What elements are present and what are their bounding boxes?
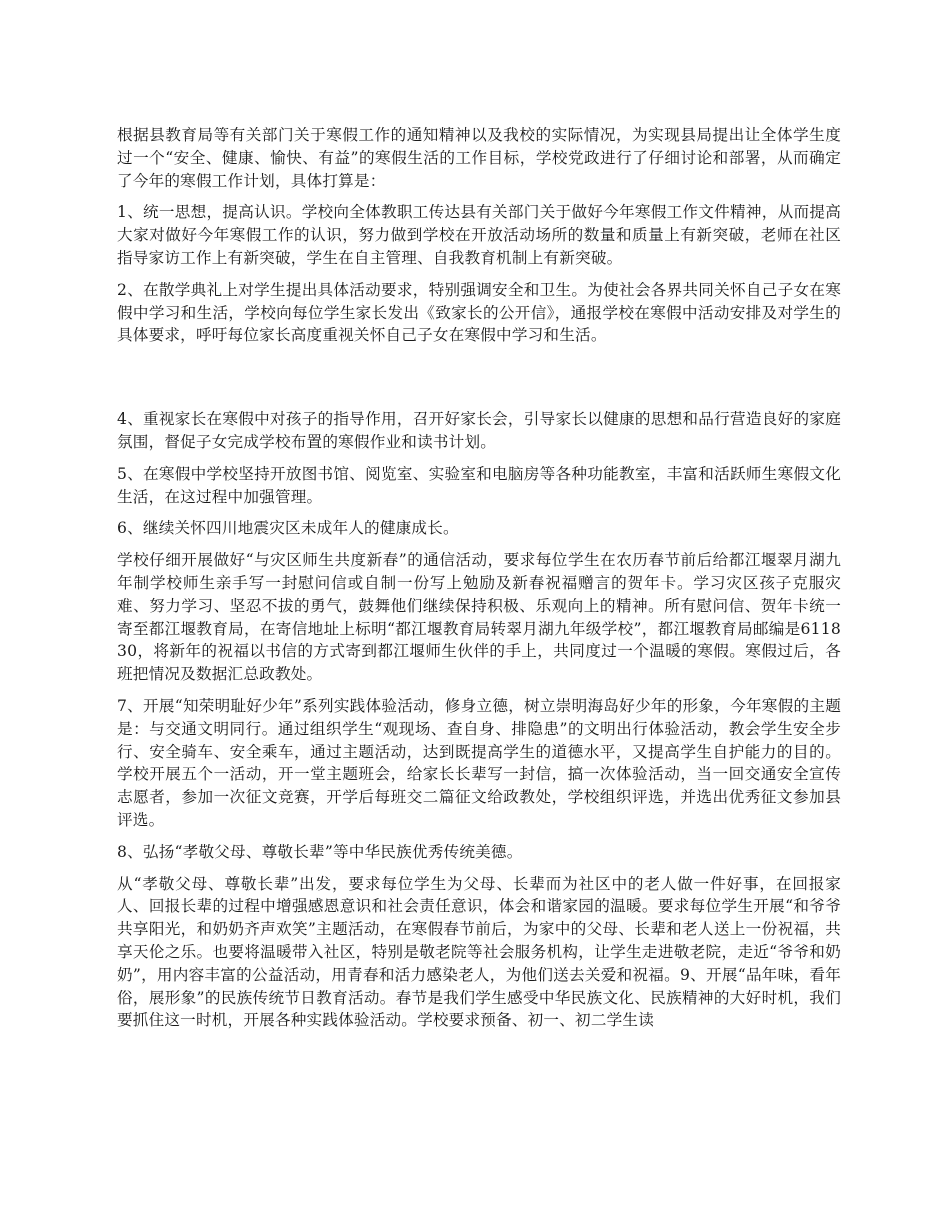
paragraph-item-6-detail: 学校仔细开展做好“与灾区师生共度新春”的通信活动，要求每位学生在农历春节前后给都江堰翠月湖九年制学校师生亲手写一封慰问信或自制一份写上勉励及新春祝福赠言的贺年卡。学习灾区孩子克服灾难、努力学习、坚忍不拔的勇气，鼓舞他们继续保持积极、乐观向上的精神。所有慰问信、贺年卡统一寄至都江堰教育局，在寄信地址上标明“都江堰教育局转翠月湖九年级学校”，都江堰教育局邮编是611830，将新年的祝福以书信的方式寄到都江堰师生伙伴的手上，共同度过一个温暖的寒假。寒假过后，各班把情况及数据汇总政教处。: [117, 551, 841, 684]
paragraph-item-8-detail: 从“孝敬父母、尊敬长辈”出发，要求每位学生为父母、长辈而为社区中的老人做一件好事，在回报家人、回报长辈的过程中增强感恩意识和社会责任意识，体会和谐家园的温暖。要求每位学生开展“和爷爷共享阳光，和奶奶齐声欢笑”主题活动，在寒假春节前后，为家中的父母、长辈和老人送上一份祝福，共享天伦之乐。也要将温暖带入社区，特别是敬老院等社会服务机构，让学生走进敬老院，走近“爷爷和奶奶”，用内容丰富的公益活动，用青春和活力感染老人，为他们送去关爱和祝福。9、开展“品年味，看年俗，展形象”的民族传统节日教育活动。春节是我们学生感受中华民族文化、民族精神的大好时机，我们要抓住这一时机，开展各种实践体验活动。学校要求预备、初一、初二学生读: [117, 874, 841, 1030]
paragraph-item-6: 6、继续关怀四川地震灾区未成年人的健康成长。: [117, 519, 459, 538]
paragraph-item-2: 2、在散学典礼上对学生提出具体活动要求，特别强调安全和卫生。为使社会各界共同关怀自己子女在寒假中学习和生活，学校向每位学生家长发出《致家长的公开信》，通报学校在寒假中活动安排及对学生的具体要求，呼吁每位家长高度重视关怀自己子女在寒假中学习和生活。: [117, 280, 841, 345]
paragraph-intro: 根据县教育局等有关部门关于寒假工作的通知精神以及我校的实际情况，为实现县局提出让全体学生度过一个“安全、健康、愉快、有益”的寒假生活的工作目标，学校党政进行了仔细讨论和部署，从而确定了今年的寒假工作计划，具体打算是：: [117, 126, 841, 190]
blank-gap: [117, 356, 841, 408]
paragraph-item-1: 1、统一思想，提高认识。学校向全体教职工传达县有关部门关于做好今年寒假工作文件精神，从而提高大家对做好今年寒假工作的认识，努力做到学校在开放活动场所的数量和质量上有新突破，老师在社区指导家访工作上有新突破，学生在自主管理、自我教育机制上有新突破。: [117, 203, 841, 267]
paragraph-item-4: 4、重视家长在寒假中对孩子的指导作用，召开好家长会，引导家长以健康的思想和品行营造良好的家庭氛围，督促子女完成学校布置的寒假作业和读书计划。: [117, 410, 841, 451]
paragraph-item-7: 7、开展“知荣明耻好少年”系列实践体验活动，修身立德，树立崇明海岛好少年的形象，今年寒假的主题是：与交通文明同行。通过组织学生“观现场、查自身、排隐患”的文明出行体验活动，教会学生安全步行、安全骑车、安全乘车，通过主题活动，达到既提高学生的道德水平，又提高学生自护能力的目的。学校开展五个一活动，开一堂主题班会，给家长长辈写一封信，搞一次体验活动，当一回交通安全宣传志愿者，参加一次征文竞赛，开学后每班交二篇征文给政教处，学校组织评选，并选出优秀征文参加县评选。: [117, 696, 841, 829]
document-body: [117, 124, 841, 1041]
paragraph-item-8: 8、弘扬“孝敬父母、尊敬长辈”等中华民族优秀传统美德。: [117, 842, 523, 861]
paragraph-item-5: 5、在寒假中学校坚持开放图书馆、阅览室、实验室和电脑房等各种功能教室，丰富和活跃师生寒假文化生活，在这过程中加强管理。: [117, 464, 841, 506]
